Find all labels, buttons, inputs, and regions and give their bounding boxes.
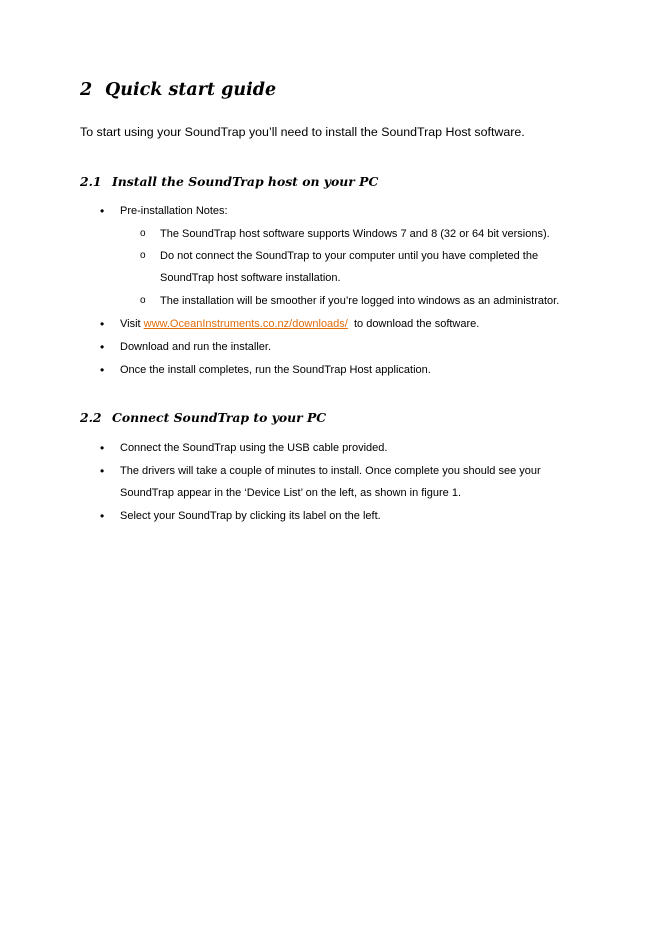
subsection-title: Connect SoundTrap to your PC bbox=[112, 410, 327, 425]
visit-prefix: Visit bbox=[120, 318, 144, 330]
subsection-number: 2.1 bbox=[80, 174, 102, 189]
bullet-icon: • bbox=[100, 509, 105, 523]
list-item-text: Download and run the installer. bbox=[120, 341, 272, 353]
bullet-icon: • bbox=[100, 204, 105, 218]
subsection-number: 2.2 bbox=[80, 410, 102, 425]
list-item-text: Select your SoundTrap by clicking its label on the left. bbox=[120, 510, 381, 522]
list-item-text: SoundTrap appear in the ‘Device List’ on the left, as shown in figure 1. bbox=[120, 487, 461, 499]
list-item-text: The drivers will take a couple of minutes to install. Once complete you should see your bbox=[120, 465, 541, 477]
section-title: Quick start guide bbox=[105, 80, 277, 100]
sub-bullet-icon: o bbox=[140, 295, 146, 306]
visit-suffix: to download the software. bbox=[347, 318, 480, 330]
sub-bullet-icon: o bbox=[140, 228, 146, 239]
sub-list-item-text: Do not connect the SoundTrap to your computer until you have completed the bbox=[160, 250, 539, 262]
bullet-icon: • bbox=[100, 340, 105, 354]
section-number: 2 bbox=[80, 80, 93, 100]
sub-bullet-icon: o bbox=[140, 250, 146, 261]
list-item-text: Connect the SoundTrap using the USB cable provided. bbox=[120, 442, 388, 454]
intro-paragraph: To start using your SoundTrap you’ll need to install the SoundTrap Host software. bbox=[80, 125, 525, 139]
list-item-text bbox=[120, 316, 479, 332]
section-heading bbox=[80, 78, 276, 102]
subsection-heading-install bbox=[80, 174, 378, 190]
sub-list-item-text: The SoundTrap host software supports Windows 7 and 8 (32 or 64 bit versions). bbox=[160, 228, 550, 240]
subsection-title: Install the SoundTrap host on your PC bbox=[112, 174, 379, 189]
sub-list-item-text: The installation will be smoother if you’re logged into windows as an administrator. bbox=[160, 295, 560, 307]
subsection-heading-connect bbox=[80, 410, 326, 426]
list-item-text: Once the install completes, run the SoundTrap Host application. bbox=[120, 364, 431, 376]
bullet-icon: • bbox=[100, 441, 105, 455]
bullet-icon: • bbox=[100, 464, 105, 478]
sub-list-item-text: SoundTrap host software installation. bbox=[160, 272, 341, 284]
list-item-text: Pre-installation Notes: bbox=[120, 205, 228, 217]
bullet-icon: • bbox=[100, 317, 105, 331]
downloads-link[interactable]: www.OceanInstruments.co.nz/downloads/ bbox=[143, 318, 348, 330]
bullet-icon: • bbox=[100, 363, 105, 377]
